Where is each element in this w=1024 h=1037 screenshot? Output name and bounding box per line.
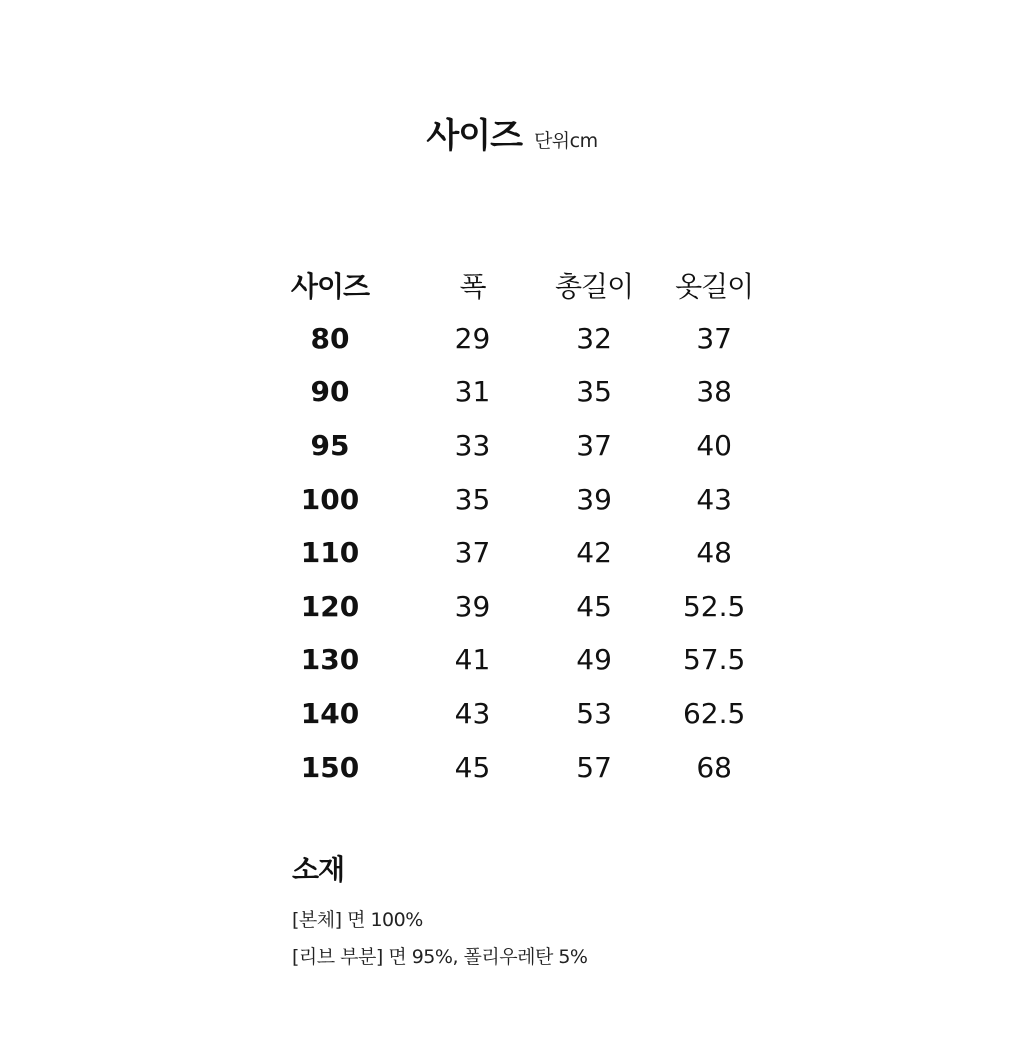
cell-top-length: 43 (696, 482, 732, 516)
cell-top-length: 62.5 (682, 697, 746, 731)
cell-total-length: 35 (576, 375, 612, 409)
cell-total-length: 32 (576, 321, 612, 355)
cell-size: 130 (300, 643, 360, 677)
cell-top-length: 57.5 (682, 643, 746, 677)
cell-total-length: 53 (576, 697, 612, 731)
column-header-total-length: 총길이 (555, 269, 634, 303)
cell-top-length: 38 (696, 375, 732, 409)
cell-size: 110 (300, 536, 360, 570)
cell-width: 39 (454, 589, 491, 623)
table-row (270, 580, 795, 634)
material-line-body: [본체] 면 100% (292, 909, 423, 931)
column-header-width: 폭 (459, 269, 486, 303)
cell-size: 150 (300, 750, 360, 784)
size-heading (0, 108, 1024, 157)
cell-top-length: 52.5 (682, 589, 746, 623)
table-row (270, 687, 795, 741)
cell-total-length: 37 (576, 429, 612, 463)
table-header-row (270, 258, 795, 312)
cell-size: 80 (310, 321, 350, 355)
column-header-size: 사이즈 (290, 269, 370, 303)
table-row (270, 472, 795, 526)
table-row (270, 740, 795, 794)
cell-width: 43 (454, 697, 491, 731)
size-table (270, 258, 795, 794)
cell-width: 33 (454, 429, 491, 463)
table-row (270, 419, 795, 473)
cell-total-length: 45 (576, 589, 612, 623)
cell-top-length: 40 (696, 429, 732, 463)
column-header-top-length: 옷길이 (675, 269, 754, 303)
table-row (270, 633, 795, 687)
material-title: 소재 (292, 853, 345, 886)
unit-label: 단위cm (533, 130, 598, 152)
cell-top-length: 48 (696, 536, 732, 570)
cell-size: 120 (300, 589, 360, 623)
material-line-rib: [리브 부분] 면 95%, 폴리우레탄 5% (292, 946, 588, 968)
cell-width: 37 (454, 536, 491, 570)
cell-top-length: 68 (696, 750, 732, 784)
cell-width: 45 (454, 750, 491, 784)
cell-total-length: 49 (576, 643, 612, 677)
table-row (270, 365, 795, 419)
cell-total-length: 42 (576, 536, 612, 570)
table-row (270, 526, 795, 580)
cell-width: 41 (454, 643, 491, 677)
cell-width: 35 (454, 482, 491, 516)
material-section (292, 852, 587, 976)
cell-total-length: 57 (576, 750, 612, 784)
cell-top-length: 37 (696, 321, 732, 355)
table-row (270, 312, 795, 366)
cell-size: 140 (300, 697, 360, 731)
cell-size: 100 (300, 482, 360, 516)
cell-size: 90 (310, 375, 350, 409)
cell-total-length: 39 (576, 482, 612, 516)
cell-width: 31 (454, 375, 491, 409)
cell-size: 95 (310, 429, 350, 463)
cell-width: 29 (454, 321, 491, 355)
page-title: 사이즈 (426, 116, 522, 156)
